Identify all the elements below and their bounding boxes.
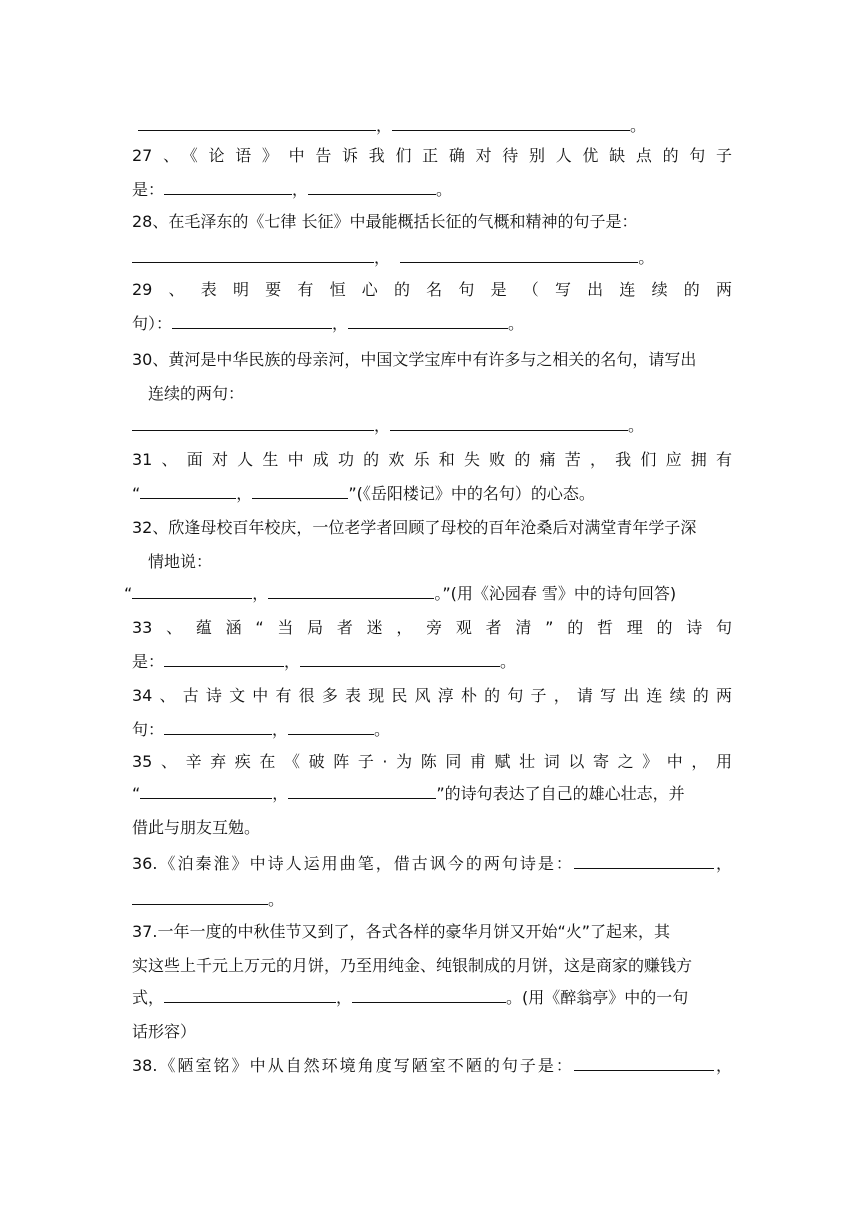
line-text: 情地说：	[148, 552, 213, 571]
punctuation: ，	[284, 652, 301, 671]
line-text: 。	[436, 180, 453, 199]
line-text: 37.一年一度的中秋佳节又到了，各式各样的豪华月饼又开始“火”了起来，其	[132, 922, 671, 941]
text-line	[132, 518, 732, 540]
line-text: 实这些上千元上万元的月饼，乃至用纯金、纯银制成的月饼，这是商家的赚钱方	[132, 956, 693, 975]
answer-blank[interactable]	[164, 180, 292, 195]
punctuation: ，	[236, 484, 253, 503]
punctuation: ，	[332, 314, 349, 333]
line-text: ”的诗句表达了自己的雄心壮志，并	[436, 784, 685, 803]
punctuation: ，	[272, 784, 289, 803]
text-line	[132, 784, 732, 806]
line-text: 38.《陋室铭》中从自然环境角度写陋室不陋的句子是：	[132, 1056, 574, 1075]
answer-blank[interactable]	[138, 116, 376, 131]
line-text: 是：	[132, 180, 165, 199]
answer-blank[interactable]	[164, 720, 272, 735]
punctuation: ，	[292, 180, 309, 199]
text-line	[148, 552, 732, 574]
line-text: “	[124, 584, 133, 603]
text-line	[132, 752, 732, 774]
line-text: “	[132, 784, 141, 803]
line-text: 30、黄河是中华民族的母亲河，中国文学宝库中有许多与之相关的名句，请写出	[132, 350, 697, 369]
line-text: 28、在毛泽东的《七律 长征》中最能概括长征的气概和精神的句子是：	[132, 212, 638, 231]
punctuation: ，	[713, 854, 732, 873]
text-line	[124, 584, 724, 606]
answer-blank[interactable]	[164, 652, 284, 667]
text-line	[132, 818, 732, 840]
line-text: 33、蕴涵“当局者迷，旁观者清”的哲理的诗句	[132, 618, 732, 637]
text-line	[132, 212, 732, 234]
text-line	[132, 248, 732, 270]
line-text: 32、欣逢母校百年校庆，一位老学者回顾了母校的百年沧桑后对满堂青年学子深	[132, 518, 697, 537]
text-line	[132, 1056, 732, 1078]
answer-blank[interactable]	[352, 988, 506, 1003]
punctuation: ，	[376, 116, 393, 135]
line-text: 31、面对人生中成功的欢乐和失败的痛苦，我们应拥有	[132, 450, 732, 469]
line-text: 句）：	[132, 314, 173, 333]
text-line	[138, 116, 738, 138]
answer-blank[interactable]	[288, 720, 374, 735]
line-text: 。	[268, 890, 285, 909]
text-line	[132, 146, 732, 168]
answer-blank[interactable]	[390, 416, 628, 431]
line-text: 。	[638, 248, 655, 267]
answer-blank[interactable]	[300, 652, 500, 667]
line-text: ”(《岳阳楼记》中的名句）的心态。	[348, 484, 595, 503]
line-text: 是：	[132, 652, 165, 671]
line-text: 。	[628, 416, 645, 435]
answer-blank[interactable]	[308, 180, 436, 195]
answer-blank[interactable]	[288, 784, 436, 799]
line-text: 。	[500, 652, 517, 671]
answer-blank[interactable]	[132, 584, 252, 599]
answer-blank[interactable]	[140, 484, 236, 499]
punctuation: ，	[374, 416, 391, 435]
punctuation: ，	[272, 720, 289, 739]
answer-blank[interactable]	[132, 416, 374, 431]
answer-blank[interactable]	[132, 248, 374, 263]
punctuation: ，	[252, 584, 269, 603]
punctuation: ，	[336, 988, 353, 1007]
answer-blank[interactable]	[252, 484, 348, 499]
line-text: 。	[374, 720, 391, 739]
text-line	[132, 686, 732, 708]
text-line	[132, 1022, 732, 1044]
line-text: 29、表明要有恒心的名句是（写出连续的两	[132, 280, 732, 299]
line-text: 35、辛弃疾在《破阵子·为陈同甫赋壮词以寄之》中，用	[132, 752, 732, 771]
text-line	[132, 280, 732, 302]
answer-blank[interactable]	[172, 314, 332, 329]
text-line	[132, 450, 732, 472]
text-line	[132, 720, 732, 742]
text-line	[132, 922, 732, 944]
line-text: 连续的两句：	[148, 384, 245, 403]
answer-blank[interactable]	[348, 314, 508, 329]
line-text: 。(用《醉翁亭》中的一句	[506, 988, 689, 1007]
text-line	[132, 988, 732, 1010]
punctuation: ，	[713, 1056, 732, 1075]
line-text: 借此与朋友互勉。	[132, 818, 261, 837]
answer-blank[interactable]	[140, 784, 272, 799]
text-line	[132, 956, 732, 978]
answer-blank[interactable]	[574, 1056, 714, 1071]
line-text: 27、《论语》中告诉我们正确对待别人优缺点的句子	[132, 146, 732, 165]
text-line	[132, 652, 732, 674]
text-line	[132, 350, 732, 372]
text-line	[132, 416, 732, 438]
line-text: 。	[630, 116, 647, 135]
line-text: “	[132, 484, 141, 503]
punctuation: ，	[374, 248, 401, 267]
answer-blank[interactable]	[268, 584, 434, 599]
answer-blank[interactable]	[164, 988, 336, 1003]
text-line	[132, 180, 732, 202]
line-text: 式，	[132, 988, 165, 1007]
answer-blank[interactable]	[400, 248, 638, 263]
line-text: 。”(用《沁园春 雪》中的诗句回答)	[434, 584, 677, 603]
line-text: 话形容）	[132, 1022, 197, 1041]
text-line	[132, 314, 732, 336]
answer-blank[interactable]	[132, 890, 268, 905]
line-text: 。	[508, 314, 525, 333]
text-line	[132, 484, 732, 506]
line-text: 34、古诗文中有很多表现民风淳朴的句子，请写出连续的两	[132, 686, 732, 705]
text-line	[132, 854, 732, 876]
answer-blank[interactable]	[392, 116, 630, 131]
text-line	[132, 618, 732, 640]
text-line	[148, 384, 732, 406]
text-line	[132, 890, 732, 912]
answer-blank[interactable]	[574, 854, 714, 869]
line-text: 36.《泊秦淮》中诗人运用曲笔，借古讽今的两句诗是：	[132, 854, 574, 873]
line-text: 句：	[132, 720, 165, 739]
